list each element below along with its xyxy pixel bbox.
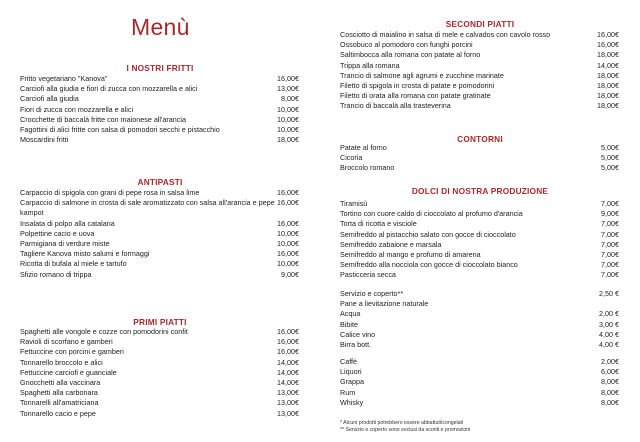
item-price: 7,00€ [601,250,619,260]
item-price: 13,00€ [277,388,299,398]
item-price: 16,00€ [277,249,299,259]
list-fritti [20,74,299,145]
item-name: Caffè [340,357,358,366]
menu-item-row [20,115,299,125]
item-price: 7,00€ [601,229,619,239]
item-name: Sfizio romano di trippa [20,269,92,279]
item-price: 14,00€ [597,60,619,70]
item-price: 7,00€ [601,219,619,229]
menu-item-row [20,229,299,239]
item-name: Carpaccio di spigola con grani di pepe rosa in salsa lime [20,188,200,197]
item-price: 18,00€ [597,101,619,111]
item-price: 14,00€ [277,378,299,388]
item-price: 16,00€ [277,198,299,208]
item-price: 6,00€ [601,367,619,377]
item-price: 8,00€ [601,377,619,387]
item-price: 10,00€ [277,228,299,238]
item-price: 16,00€ [277,74,299,83]
menu-item-row [20,239,299,249]
item-price: 9,00€ [601,209,619,219]
heading-dolci: DOLCI DI NOSTRA PRODUZIONE [411,186,549,196]
menu-item-row [340,219,619,229]
item-name: Trancio di baccalà alla trasteverina [340,101,451,111]
menu-item-row [340,71,619,81]
menu-item-row [20,388,299,398]
menu-item-row [340,260,619,270]
item-price: 16,00€ [597,40,619,50]
menu-item-row [20,105,299,115]
menu-item-row [20,135,299,145]
item-price: 14,00€ [277,367,299,377]
item-name: Carciofi alla giudia e fiori di zucca con mozzarella e alici [20,84,198,94]
item-name: Pasticceria secca [340,270,396,280]
item-price: 18,00€ [597,70,619,80]
item-price: 16,00€ [277,337,299,347]
item-name: Tonnarello broccolo e alici [20,357,103,367]
menu-item-row [340,388,619,398]
item-name: Spaghetti alle vongole e cozze con pomodorini confit [20,327,188,336]
item-price: 7,00€ [601,260,619,270]
item-name: Tonnarello cacio e pepe [20,408,96,418]
item-price: 18,00€ [597,81,619,91]
item-name: Insalata di polpo alla catalana [20,218,115,228]
menu-item-row [20,409,299,419]
item-price: 18,00€ [597,50,619,60]
list-primi [20,327,299,419]
item-name: Fettuccine carciofi e guanciale [20,367,117,377]
menu-item-row [340,153,619,163]
item-price: 10,00€ [277,239,299,249]
menu-item-row [20,125,299,135]
item-price: 18,00€ [277,135,299,145]
item-name: Filetto di spigola in crosta di patate e pomodorini [340,81,495,91]
item-name: Polpettine cacio e uova [20,228,95,238]
menu-item-row [340,357,619,367]
menu-item-row [340,240,619,250]
menu-item-row [340,340,619,350]
item-name: Tonnarelli all'amatriciana [20,398,99,408]
item-name: Tortino con cuore caldo di cioccolato al profumo d'arancia [340,209,523,219]
menu-item-row [20,259,299,269]
item-price: 16,00€ [277,347,299,357]
menu-item-row [20,398,299,408]
item-name: Semifreddo alla nocciola con gocce di cioccolato bianco [340,260,518,270]
item-name: Ricotta di bufala al miele e tartufo [20,259,127,269]
menu-item-row [340,289,619,299]
menu-item-row [340,199,619,209]
heading-secondi: SECONDI PIATTI [445,19,515,29]
menu-item-row [20,358,299,368]
item-name: Birra bott. [340,340,372,350]
item-name: Cosciotto di maialino in salsa di mele e calvados con cavolo rosso [340,30,551,39]
item-price: 18,00€ [597,91,619,101]
item-name: Broccolo romano [340,163,395,173]
item-name: Grappa [340,377,364,387]
item-name: Saltimbocca alla romana con patate al forno [340,50,481,60]
menu-item-row [20,337,299,347]
item-price: 2,00€ [601,357,619,366]
menu-item-row [340,209,619,219]
item-price: 5,00€ [601,143,619,152]
menu-item-row [340,367,619,377]
item-name: Ossobuco al pomodoro con funghi porcini [340,40,473,50]
item-price: 8,00€ [601,397,619,407]
item-price: 16,00€ [277,188,299,197]
item-name: Carpaccio di salmone in crosta di sale aromatizzato con salsa all'arancia e pepe kampot [20,198,275,218]
item-price: 5,00€ [601,153,619,163]
menu-item-row [340,250,619,260]
item-name: Patate al forno [340,143,387,152]
menu-item-row [340,270,619,280]
menu-item-row [340,30,619,40]
menu-item-row [340,309,619,319]
item-name: Fettuccine con porcini e gamberi [20,347,124,357]
item-name: Spaghetti alla carbonara [20,388,98,398]
menu-item-row [340,143,619,153]
item-price: 13,00€ [277,398,299,408]
item-price: 10,00€ [277,114,299,124]
item-name: Parmigiana di verdure miste [20,239,110,249]
menu-item-row [340,398,619,408]
item-price: 7,00€ [601,270,619,280]
item-name: Fiori di zucca con mozzarella e alici [20,104,134,114]
item-name: Bibite [340,319,358,329]
item-price: 3,00 € [599,319,619,329]
item-name: Trippa alla romana [340,60,400,70]
menu-item-row [20,347,299,357]
item-price: 7,00€ [601,239,619,249]
item-name: Pane a lievitazione naturale [340,299,429,309]
item-price: 9,00€ [281,269,299,279]
item-price: 10,00€ [277,259,299,269]
item-price: 5,00€ [601,163,619,173]
item-name: Tagliere Kanova misto salumi e formaggi [20,249,150,259]
footnote-2: ** Servizio e coperto sono esclusi da sconti e promozioni [340,427,471,433]
menu-item-row [20,74,299,84]
item-name: Whisky [340,397,364,407]
menu-item-row [20,198,299,218]
menu-item-row [20,94,299,104]
menu-item-row [340,91,619,101]
menu-item-row [20,188,299,198]
list-antipasti [20,188,299,280]
item-price: 13,00€ [277,84,299,94]
menu-item-row [20,84,299,94]
menu-item-row [340,377,619,387]
item-name: Filetto di orata alla romana con patate gratinate [340,91,491,101]
item-name: Liquori [340,367,362,377]
item-name: Torta di ricotta e visciole [340,219,417,229]
item-name: Crocchette di baccalà fritte con maionese all'arancia [20,114,186,124]
list-servizio [340,289,619,350]
menu-item-row [340,330,619,340]
item-price: 13,00€ [277,408,299,418]
menu-item-row [340,40,619,50]
item-name: Trancio di salmone agli agrumi e zucchine marinate [340,70,504,80]
item-price: 14,00€ [277,357,299,367]
item-name: Carciofi alla giudia [20,94,79,104]
item-name: Ravioli di scorfano e gamberi [20,337,113,347]
item-name: Semifreddo zabaione e marsala [340,239,442,249]
item-price: 16,00€ [277,218,299,228]
item-price: 10,00€ [277,104,299,114]
menu-item-row [340,230,619,240]
item-price: 10,00€ [277,125,299,135]
footnote-1: * Alcuni prodotti potrebbero essere abbattuti/congelati [340,420,464,426]
list-secondi [340,30,619,112]
menu-item-row [20,378,299,388]
menu-item-row [20,270,299,280]
item-name: Rum [340,387,356,397]
menu-item-row [20,249,299,259]
item-price: 4,00 € [599,340,619,350]
heading-contorni: CONTORNI [457,134,503,144]
menu-item-row [340,61,619,71]
item-price: 2,00 € [599,309,619,319]
menu-item-row [340,81,619,91]
menu-item-row [20,368,299,378]
item-name: Cicoria [340,153,363,163]
menu-item-row [20,327,299,337]
heading-antipasti: ANTIPASTI [137,177,183,187]
item-name: Semifreddo al pistacchio salato con gocce di cioccolato [340,229,516,239]
heading-primi: PRIMI PIATTI [133,317,187,327]
menu-item-row [20,219,299,229]
item-name: Fritto vegetariano "Kanova" [20,74,108,83]
item-price: 2,50 € [599,289,619,298]
menu-item-row [340,299,619,309]
menu-item-row [340,163,619,173]
menu-item-row [340,50,619,60]
item-name: Gnocchetti alla vaccinara [20,378,101,388]
list-contorni [340,143,619,174]
item-name: Semifreddo al mango e profumo di amarena [340,250,481,260]
item-name: Fagottini di alici fritte con salsa di pomodori secchi e pistacchio [20,125,220,135]
menu-item-row [340,320,619,330]
heading-fritti: I NOSTRI FRITTI [126,63,194,73]
menu-title: Menù [131,14,190,40]
item-name: Calice vino [340,329,376,339]
item-name: Servizio e coperto** [340,289,404,298]
item-price: 7,00€ [601,199,619,208]
item-price: 8,00€ [281,94,299,104]
item-name: Moscardini fritti [20,135,69,145]
item-price: 16,00€ [277,327,299,336]
item-name: Tiramisù [340,199,368,208]
item-name: Acqua [340,309,361,319]
menu-item-row [340,101,619,111]
item-price: 16,00€ [597,30,619,39]
item-price: 4,00 € [599,329,619,339]
list-dolci [340,199,619,281]
list-bevande [340,357,619,408]
item-price: 8,00€ [601,387,619,397]
